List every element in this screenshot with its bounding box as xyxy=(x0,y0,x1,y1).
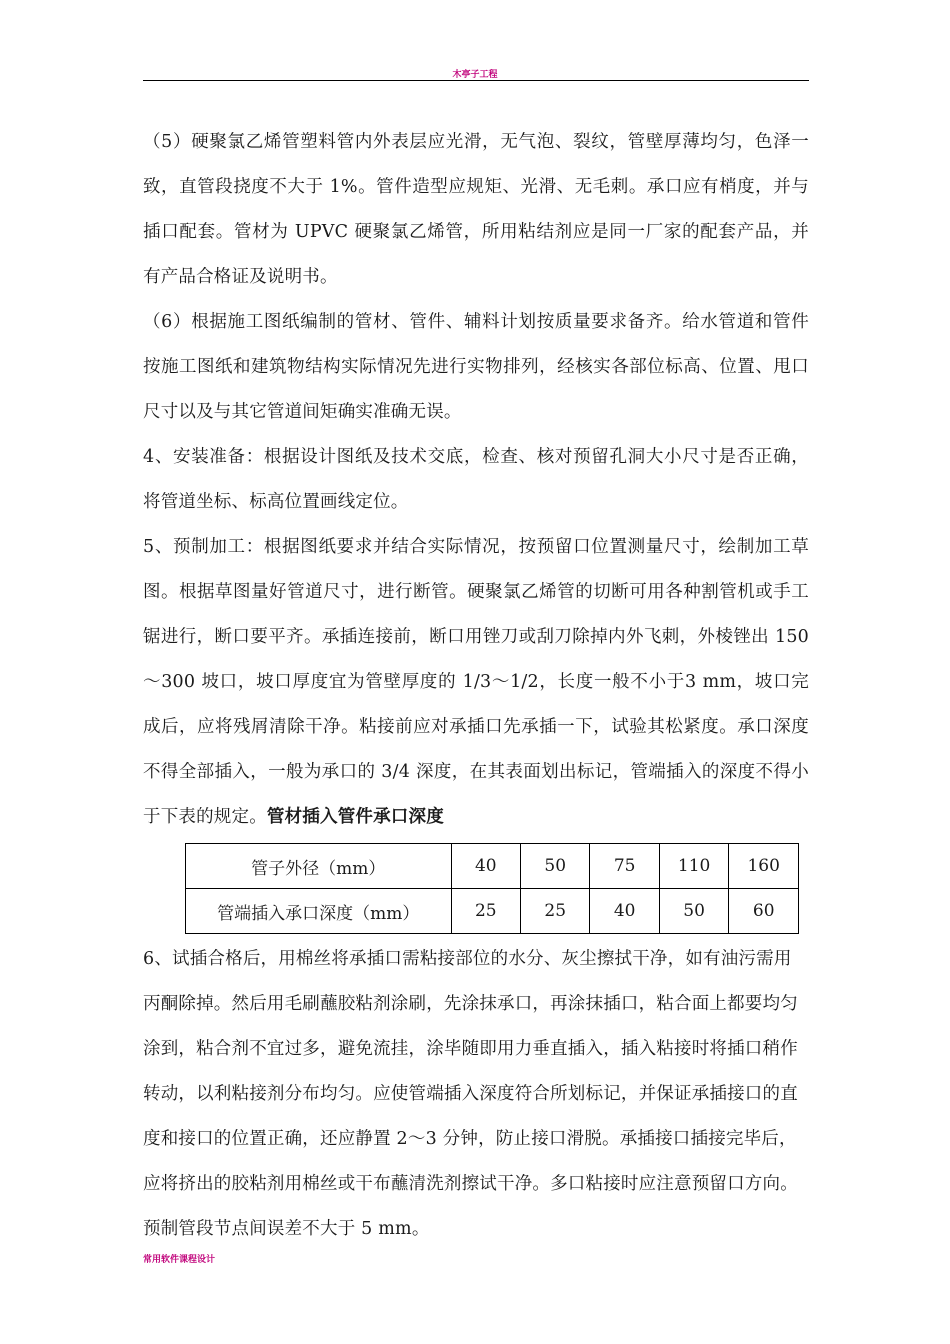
table-header-cell: 管端插入承口深度（mm） xyxy=(186,889,452,934)
table-cell: 75 xyxy=(590,844,659,889)
table-cell: 110 xyxy=(659,844,729,889)
table-caption: 管材插入管件承口深度 xyxy=(266,807,444,827)
table-cell: 25 xyxy=(521,889,590,934)
table-header-cell: 管子外径（mm） xyxy=(186,844,452,889)
table-row xyxy=(186,889,799,934)
paragraph-6-materials-plan: （6）根据施工图纸编制的管材、管件、辅料计划按质量要求备齐。给水管道和管件按施工图纸和建筑物结构实际情况先进行实物排列，经核实各部位标高、位置、甩口尺寸以及与其它管道间矩确实准确无误。 xyxy=(143,312,809,422)
paragraph-prefabrication xyxy=(143,525,809,840)
paragraph-install-prep: 4、安装准备：根据设计图纸及技术交底，检查、核对预留孔洞大小尺寸是否正确，将管道坐标、标高位置画线定位。 xyxy=(143,447,809,512)
table-cell: 40 xyxy=(590,889,659,934)
header-divider xyxy=(143,80,809,81)
page-footer: 常用软件课程设计 xyxy=(143,1255,216,1265)
table-cell: 50 xyxy=(521,844,590,889)
table-cell: 25 xyxy=(451,889,520,934)
document-body xyxy=(143,120,809,1252)
table-row xyxy=(186,844,799,889)
prefabrication-text: 5、预制加工：根据图纸要求并结合实际情况，按预留口位置测量尺寸，绘制加工草图。根据草图量好管道尺寸，进行断管。硬聚氯乙烯管的切断可用各种割管机或手工锯进行，断口要平齐。承插连接前，断口用锉刀或刮刀除掉内外飞刺，外棱锉出 150～300 坡口，坡口厚度宜为管壁厚度的 1/3～1/2，长度一般不小于3 mm，坡口完成后，应将残屑清除干净。粘接前应对承插口先承插一下，试验其松紧度。承口深度不得全部插入，一般为承口的 3/4 深度，在其表面划出标记，管端插入的深度不得小于下表的规定。 xyxy=(143,537,809,827)
page-header: 木亭子工程 xyxy=(452,70,498,80)
table-cell: 60 xyxy=(729,889,799,934)
insertion-depth-table xyxy=(185,843,799,934)
table-cell: 40 xyxy=(451,844,520,889)
paragraph-trial-insert: 6、试插合格后，用棉丝将承插口需粘接部位的水分、灰尘擦拭干净，如有油污需用丙酮除掉。然后用毛刷蘸胶粘剂涂刷，先涂抹承口，再涂抹插口，粘合面上都要均匀涂到，粘合剂不宜过多，避免流挂，涂毕随即用力垂直插入，插入粘接时将插口稍作转动，以利粘接剂分布均匀。应使管端插入深度符合所划标记，并保证承插接口的直度和接口的位置正确，还应静置 2～3 分钟，防止接口滑脱。承插接口插接完毕后，应将挤出的胶粘剂用棉丝或干布蘸清洗剂擦试干净。多口粘接时应注意预留口方向。预制管段节点间误差不大于 5 mm。 xyxy=(143,949,798,1239)
table-cell: 160 xyxy=(729,844,799,889)
table-cell: 50 xyxy=(659,889,729,934)
paragraph-5-pvc-pipe: （5）硬聚氯乙烯管塑料管内外表层应光滑，无气泡、裂纹，管壁厚薄均匀，色泽一致，直管段挠度不大于 1%。管件造型应规矩、光滑、无毛刺。承口应有梢度，并与插口配套。管材为 UPVC 硬聚氯乙烯管，所用粘结剂应是同一厂家的配套产品，并有产品合格证及说明书。 xyxy=(143,132,809,287)
